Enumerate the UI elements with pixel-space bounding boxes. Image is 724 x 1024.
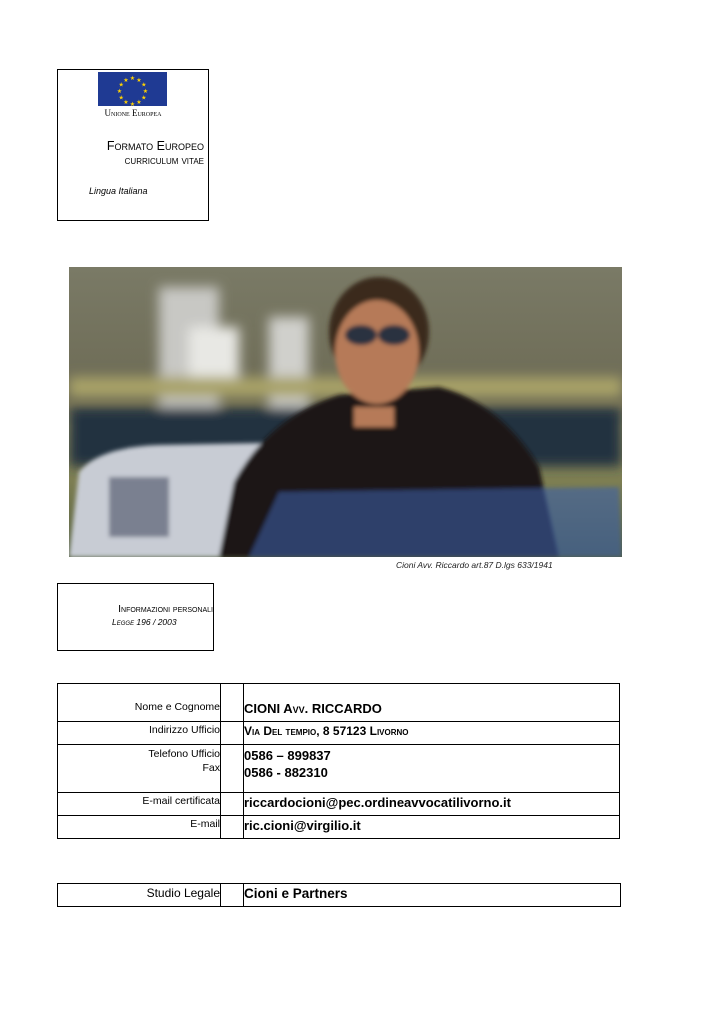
phone-row bbox=[58, 745, 620, 793]
spacer-cell bbox=[221, 722, 244, 745]
address-value: Via Del tempio, 8 57123 Livorno bbox=[244, 722, 620, 745]
svg-text:★: ★ bbox=[123, 99, 129, 106]
address-row bbox=[58, 722, 620, 745]
personal-info-title: Informazioni personali bbox=[118, 603, 213, 615]
studio-value: Cioni e Partners bbox=[244, 884, 621, 907]
address-label: Indirizzo Ufficio bbox=[58, 722, 221, 745]
email-value: ric.cioni@virgilio.it bbox=[244, 816, 620, 839]
svg-text:★: ★ bbox=[129, 75, 136, 82]
fax-label: Fax bbox=[202, 762, 220, 774]
phone-label: Telefono Ufficio bbox=[148, 748, 220, 760]
spacer-cell bbox=[221, 684, 244, 722]
svg-text:★: ★ bbox=[141, 81, 147, 89]
studio-table bbox=[57, 883, 621, 907]
phone-value: 0586 – 899837 bbox=[244, 748, 331, 763]
language-label: Lingua Italiana bbox=[89, 186, 148, 196]
email-row bbox=[58, 816, 620, 839]
union-label: Unione Europea bbox=[104, 108, 162, 118]
eu-stars-icon bbox=[98, 72, 167, 106]
svg-text:★: ★ bbox=[136, 99, 142, 106]
svg-text:★: ★ bbox=[118, 94, 124, 102]
spacer-cell bbox=[221, 816, 244, 839]
spacer-cell bbox=[221, 745, 244, 793]
cv-header-box bbox=[57, 69, 209, 221]
pec-value: riccardocioni@pec.ordineavvocatilivorno.it bbox=[244, 793, 620, 816]
pec-row bbox=[58, 793, 620, 816]
name-row bbox=[58, 684, 620, 722]
svg-text:★: ★ bbox=[123, 76, 129, 84]
phone-values bbox=[244, 745, 620, 793]
name-label: Nome e Cognome bbox=[58, 684, 221, 722]
format-subtitle: curriculum vitae bbox=[124, 155, 204, 167]
studio-row bbox=[58, 884, 621, 907]
pec-label: E-mail certificata bbox=[58, 793, 221, 816]
personal-data-table bbox=[57, 683, 620, 839]
svg-text:★: ★ bbox=[116, 88, 123, 95]
personal-info-subtitle: Legge 196 / 2003 bbox=[112, 617, 177, 627]
personal-info-box bbox=[57, 583, 214, 651]
format-title: Formato Europeo bbox=[106, 139, 204, 153]
spacer-cell bbox=[221, 884, 244, 907]
svg-text:★: ★ bbox=[129, 100, 136, 106]
fax-value: 0586 - 882310 bbox=[244, 765, 328, 780]
svg-text:★: ★ bbox=[141, 94, 147, 102]
email-label: E-mail bbox=[58, 816, 221, 839]
svg-text:★: ★ bbox=[118, 81, 124, 89]
spacer-cell bbox=[221, 793, 244, 816]
phone-labels bbox=[58, 745, 221, 793]
svg-text:★: ★ bbox=[142, 88, 149, 95]
photo-caption: Cioni Avv. Riccardo art.87 D.lgs 633/1941 bbox=[396, 560, 553, 570]
studio-label: Studio Legale bbox=[58, 884, 221, 907]
svg-text:★: ★ bbox=[136, 76, 142, 84]
eu-flag-icon bbox=[98, 72, 167, 106]
name-value: CIONI Avv. RICCARDO bbox=[244, 684, 620, 722]
profile-photo bbox=[69, 267, 622, 557]
